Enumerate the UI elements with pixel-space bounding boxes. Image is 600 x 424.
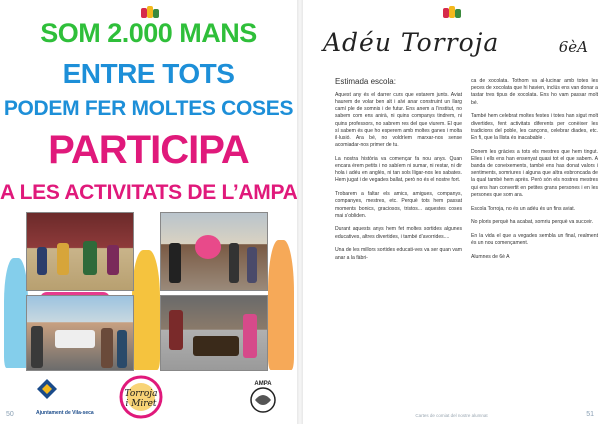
paragraph: Estimada escola: xyxy=(335,77,396,86)
ajuntament-logo-icon xyxy=(36,378,58,400)
school-logo-icon xyxy=(443,6,461,20)
torroja-miret-logo-icon xyxy=(113,374,169,420)
paragraph: ca de xocolata. Tothom va al·lucinar amb totes les peces de xocolata que hi havien, inclús ens van donar a tastar tres tipus de xocolata. Ens ho vam passar molt bé. xyxy=(471,78,598,106)
article-column-right xyxy=(471,78,598,268)
activity-photo-chestnuts xyxy=(160,295,268,371)
paragraph: Aquest any és el darrer curs que estarem junts. Aviat haurem de volar ben alt i alvi anar construint un llarg camí ple de somnis i de futur. Ens anem a l’institut, no sabem com ens anirà, ni quins companys tindrem, ni quins professors, no sabrem res del que viurem. El que sí sabem és que ho esperem amb moltes ganes i molta il·lusió. Ara bé, no voldríem marxar-nos sense acomiadar-nos primer de tu. xyxy=(335,91,462,149)
svg-text:i Miret: i Miret xyxy=(125,399,157,409)
paragraph: Una de les millors sortides educati-ves va ser quan vam anar a la fàbri- xyxy=(335,247,462,261)
right-page xyxy=(303,0,600,424)
activity-photo-market xyxy=(26,295,134,371)
paragraph: No ploris perquè ha acabat, somriu perquè va succeir. xyxy=(471,219,594,226)
headline-entre-tots: ENTRE TOTS xyxy=(62,58,235,89)
ajuntament-label: Ajuntament de Vila-seca xyxy=(36,410,94,416)
hand-decoration-icon xyxy=(4,258,28,368)
page-number-right: 51 xyxy=(586,411,594,418)
footer-caption: Cartes de comiat del nostre alumnat xyxy=(415,413,488,418)
headline-activitats-ampa: A LES ACTIVITATS DE L’AMPA xyxy=(0,181,297,204)
page-number-left: 50 xyxy=(6,411,14,418)
hand-decoration-icon xyxy=(132,250,160,370)
signature: Alumnes de 6è A xyxy=(471,253,510,260)
ampa-logo-icon xyxy=(243,378,283,414)
class-label: 6èA xyxy=(558,38,588,56)
paragraph: Donem les gràcies a tots els mestres que hem tingut. Elles i ells ens han ensenyat quasi tot el que sabem. A banda de coneixements, també ens has donat valors i sentiments, somriures i alguna que altra esbroncada de la qual també hem après. Però són els nostres mestres qui ens han convertit en petites grans persones i en les persones que som ara. xyxy=(471,148,598,198)
paragraph: Durant aquests anys hem fet moltes sortides algunes educatives, altres divertides, i també d’avorrides.... xyxy=(335,226,462,240)
svg-text:Torroja: Torroja xyxy=(124,389,158,399)
left-page xyxy=(0,0,297,424)
headline-participa: PARTICIPA xyxy=(48,128,249,172)
paragraph: En la vida el que a vegades sembla un final, realment és un nou començament. xyxy=(471,232,598,247)
activity-photo-puppets xyxy=(26,212,134,291)
headline-podem-fer: PODEM FER MOLTES COSES xyxy=(3,97,294,120)
paragraph: Escola Torroja, no és un adéu és un fins aviat. xyxy=(471,205,576,212)
article-title: Adéu Torroja xyxy=(323,28,500,57)
headline-som-2000-mans: SOM 2.000 MANS xyxy=(40,18,257,48)
hand-decoration-icon xyxy=(268,240,294,370)
paragraph: Trobarem a faltar els amics, amigues, companys, companyes, mestres, etc. Perquè tots hem passat moments bonics, graciosos, tristos... aquestes coses mai s’obliden. xyxy=(335,191,462,219)
article-column-left xyxy=(335,78,462,268)
svg-text:AMPA: AMPA xyxy=(254,381,272,387)
paragraph: També hem celebrat moltes festes i totes han sigut molt divertides, fent activitats diferents per conèixer les tradicions del poble, les cançons, celebrar diades, etc. En fi, que la llista és inacabable . xyxy=(471,113,598,141)
activity-photo-carnival xyxy=(160,212,268,291)
paragraph: La nostra història va començar fa nou anys. Quan encara érem petits i no sabíem ni sumar, ni restar, ni dir hola i adéu en anglès, ni tan sols lligar-nos les sabates. Hem jugat i de vegades ballat, però no és el nostre fort. xyxy=(335,155,462,184)
